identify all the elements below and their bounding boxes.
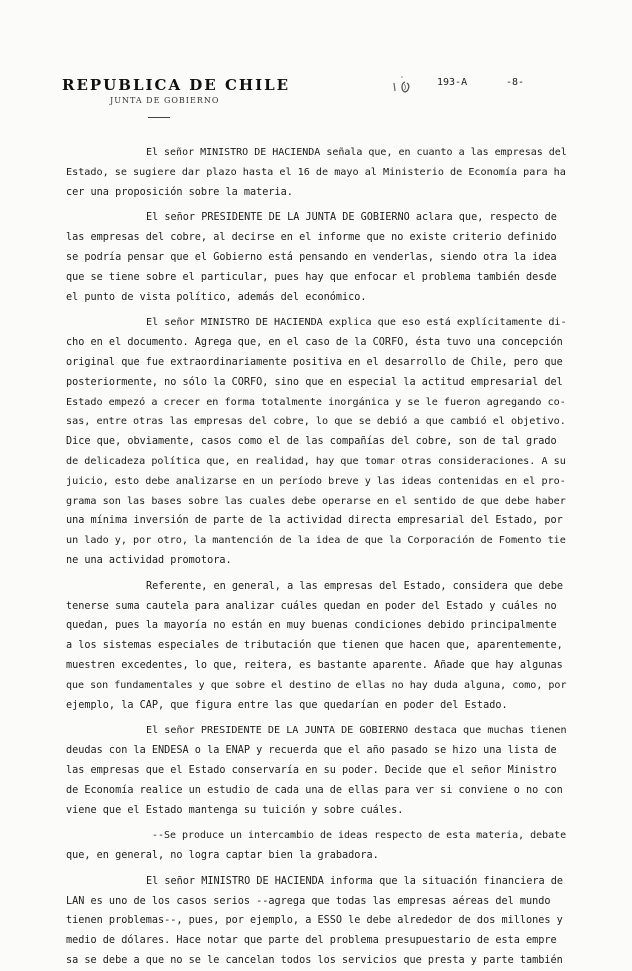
text-line: Referente, en general, a las empresas del Estado, considera que debe: [146, 580, 564, 592]
text-line: LAN es uno de los casos serios --agrega que todas las empresas aéreas del mundo: [66, 895, 551, 907]
text-line: de Economía realice un estudio de cada una de ellas para ver si conviene o no con: [66, 784, 563, 796]
document-number: 193-A: [437, 77, 468, 88]
paragraph: [66, 143, 566, 202]
text-line: grama son las bases sobre las cuales debe operarse en el sentido de que debe haber: [66, 495, 566, 507]
text-line: posteriormente, no sólo la CORFO, sino que en especial la actitud empresarial del: [66, 376, 563, 388]
paragraph: [66, 826, 566, 866]
paragraph: [66, 208, 566, 307]
text-line: tenerse suma cautela para analizar cuáles quedan en poder del Estado y cuáles no: [66, 600, 557, 612]
letterhead-rule: [148, 117, 170, 118]
text-line: Estado, se sugiere dar plazo hasta el 16 de mayo al Ministerio de Economía para ha: [66, 166, 566, 178]
text-line: que, en general, no logra captar bien la grabadora.: [66, 850, 379, 862]
text-line: se podría pensar que el Gobierno está pensando en venderlas, siendo otra la idea: [66, 251, 557, 263]
text-line: que son fundamentales y que sobre el destino de ellas no hay duda alguna, como, por: [66, 679, 567, 691]
text-line: El señor PRESIDENTE DE LA JUNTA DE GOBIERNO destaca que muchas tienen: [146, 725, 567, 737]
text-line: las empresas que el Estado conservaría en su poder. Decide que el señor Ministro: [66, 764, 557, 776]
text-line: viene que el Estado mantenga su tuición y sobre cuáles.: [66, 804, 404, 816]
letterhead-title: REPUBLICA DE CHILE: [62, 76, 291, 94]
text-line: Dice que, obviamente, casos como el de las compañías del cobre, son de tal grado: [66, 436, 557, 448]
text-line: juicio, esto debe analizarse en un período breve y las ideas contenidas en el pro-: [66, 475, 566, 487]
text-line: El señor PRESIDENTE DE LA JUNTA DE GOBIERNO aclara que, respecto de: [146, 212, 557, 224]
text-line: a los sistemas especiales de tributación que tienen que hacen que, aparentemente,: [66, 640, 563, 652]
text-line: cho en el documento. Agrega que, en el caso de la CORFO, ésta tuvo una concepción: [66, 337, 563, 349]
text-line: muestren excedentes, lo que, reitera, es bastante aparente. Añade que hay algunas: [66, 659, 563, 671]
text-line: Estado empezó a crecer en forma totalmente inorgánica y se le fueron agregando co-: [66, 396, 566, 408]
paragraph: [66, 577, 566, 716]
text-line: que se tiene sobre el particular, pues hay que enfocar el problema también desde: [66, 271, 557, 283]
text-line: ejemplo, la CAP, que figura entre las que quedarían en poder del Estado.: [66, 699, 508, 711]
text-line: original que fue extraordinariamente positiva en el desarrollo de Chile, pero que: [66, 356, 563, 368]
text-line: El señor MINISTRO DE HACIENDA informa que la situación financiera de: [146, 875, 564, 887]
text-line: de delicadeza política que, en realidad, hay que tomar otras consideraciones. A su: [66, 455, 566, 467]
paragraph: [66, 313, 566, 570]
text-line: deudas con la ENDESA o la ENAP y recuerda que el año pasado se hizo una lista de: [66, 745, 557, 757]
text-line: el punto de vista político, además del económico.: [66, 291, 367, 303]
text-line: quedan, pues la mayoría no están en muy buenas condiciones debido principalmente: [66, 620, 557, 632]
text-line: medio de dólares. Hace notar que parte del problema presupuestario de esta empre: [66, 935, 557, 947]
text-line: un lado y, por otro, la mantención de la idea de que la Corporación de Fomento tie: [66, 535, 566, 547]
text-line: cer una proposición sobre la materia.: [66, 186, 293, 198]
text-line: sa se debe a que no se le cancelan todos los servicios que presta y parte también: [66, 955, 563, 967]
document-body: [66, 143, 566, 971]
text-line: El señor MINISTRO DE HACIENDA señala que, en cuanto a las empresas del: [146, 147, 567, 158]
paragraph: [66, 721, 566, 820]
seal-stamp-mark: [391, 74, 419, 94]
letterhead-subtitle: JUNTA DE GOBIERNO: [110, 96, 220, 105]
text-line: sas, entre otras las empresas del cobre, lo que se debió a que cambió el objetivo.: [66, 416, 566, 428]
text-line: tienen problemas--, pues, por ejemplo, a ESSO le debe alrededor de dos millones y: [66, 915, 563, 927]
paragraph: [66, 872, 566, 971]
text-line: El señor MINISTRO DE HACIENDA explica que eso está explícitamente di-: [146, 317, 567, 329]
text-line: --Se produce un intercambio de ideas respecto de esta materia, debate: [152, 830, 567, 842]
text-line: ne una actividad promotora.: [66, 554, 232, 566]
text-line: las empresas del cobre, al decirse en el informe que no existe criterio definido: [66, 232, 557, 244]
text-line: una mínima inversión de parte de la actividad directa empresarial del Estado, por: [66, 515, 563, 527]
page-number: -8-: [506, 77, 525, 88]
